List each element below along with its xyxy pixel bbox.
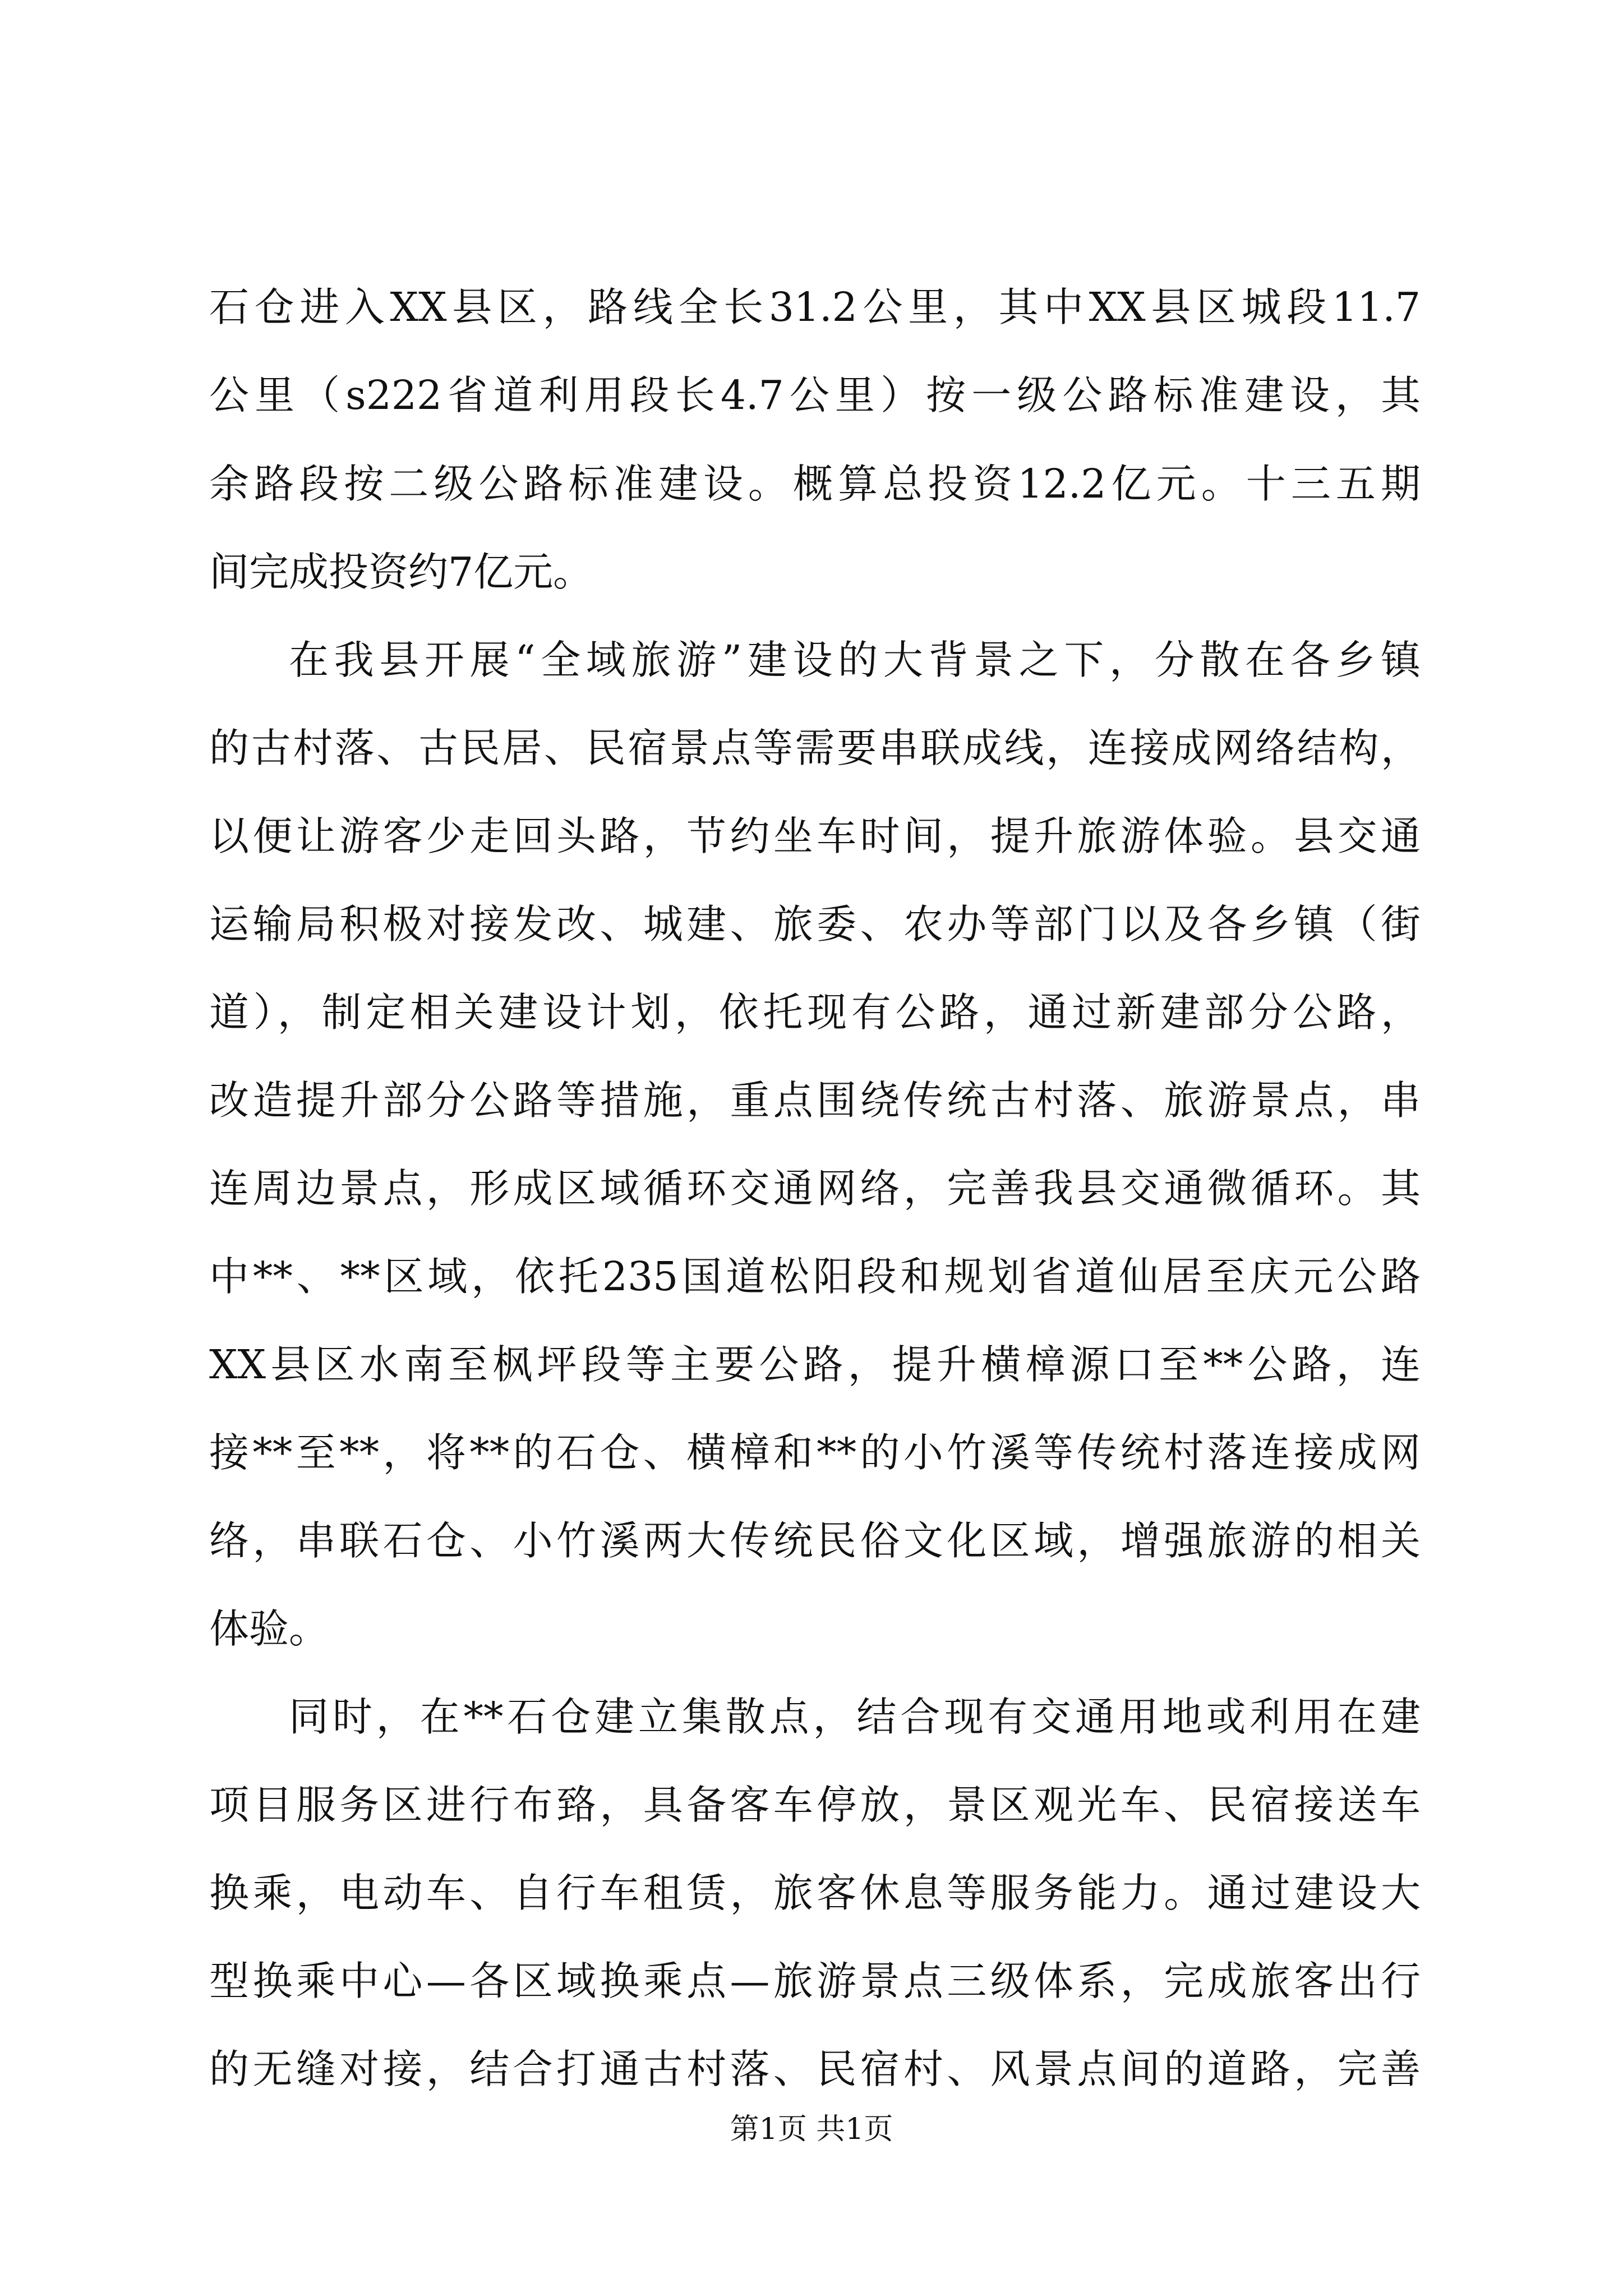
paragraph-2-line-3: 以便让游客少走回头路，节约坐车时间，提升旅游体验。县交通: [209, 813, 1421, 859]
paragraph-3-line-2: 项目服务区进行布臵，具备客车停放，景区观光车、民宿接送车: [209, 1782, 1421, 1828]
paragraph-2-line-2: 的古村落、古民居、民宿景点等需要串联成线，连接成网络结构，: [209, 725, 1421, 771]
paragraph-2-line-9: XX县区水南至枫坪段等主要公路，提升横樟源口至**公路，连: [209, 1341, 1421, 1388]
paragraph-1-line-1: 石仓进入XX县区，路线全长31.2公里，其中XX县区城段11.7: [209, 284, 1421, 330]
paragraph-2-line-8: 中**、**区域，依托235国道松阳段和规划省道仙居至庆元公路: [209, 1253, 1421, 1300]
paragraph-2-line-10: 接**至**，将**的石仓、横樟和**的小竹溪等传统村落连接成网: [209, 1429, 1421, 1476]
paragraph-2-line-4: 运输局积极对接发改、城建、旅委、农办等部门以及各乡镇（街: [209, 901, 1421, 947]
paragraph-2-line-1: 在我县开展“全域旅游”建设的大背景之下，分散在各乡镇: [289, 637, 1421, 683]
paragraph-1-line-3: 余路段按二级公路标准建设。概算总投资12.2亿元。十三五期: [209, 461, 1421, 507]
paragraph-2-line-6: 改造提升部分公路等措施，重点围绕传统古村落、旅游景点，串: [209, 1077, 1421, 1124]
paragraph-1-line-2: 公里（s222省道利用段长4.7公里）按一级公路标准建设，其: [209, 372, 1421, 418]
paragraph-1-line-4: 间完成投资约7亿元。: [209, 549, 593, 595]
paragraph-2-line-5: 道），制定相关建设计划，依托现有公路，通过新建部分公路，: [209, 989, 1421, 1036]
paragraph-3-line-3: 换乘，电动车、自行车租赁，旅客休息等服务能力。通过建设大: [209, 1870, 1421, 1916]
paragraph-3-line-5: 的无缝对接，结合打通古村落、民宿村、风景点间的道路，完善: [209, 2046, 1421, 2092]
paragraph-2-line-7: 连周边景点，形成区域循环交通网络，完善我县交通微循环。其: [209, 1165, 1421, 1212]
paragraph-2-line-11: 络，串联石仓、小竹溪两大传统民俗文化区域，增强旅游的相关: [209, 1517, 1421, 1564]
paragraph-3-line-4: 型换乘中心—各区域换乘点—旅游景点三级体系，完成旅客出行: [209, 1958, 1421, 2004]
paragraph-2-line-12: 体验。: [209, 1605, 329, 1652]
paragraph-3-line-1: 同时，在**石仓建立集散点，结合现有交通用地或利用在建: [289, 1694, 1421, 1740]
page-number-footer: 第1页 共1页: [730, 2113, 893, 2146]
